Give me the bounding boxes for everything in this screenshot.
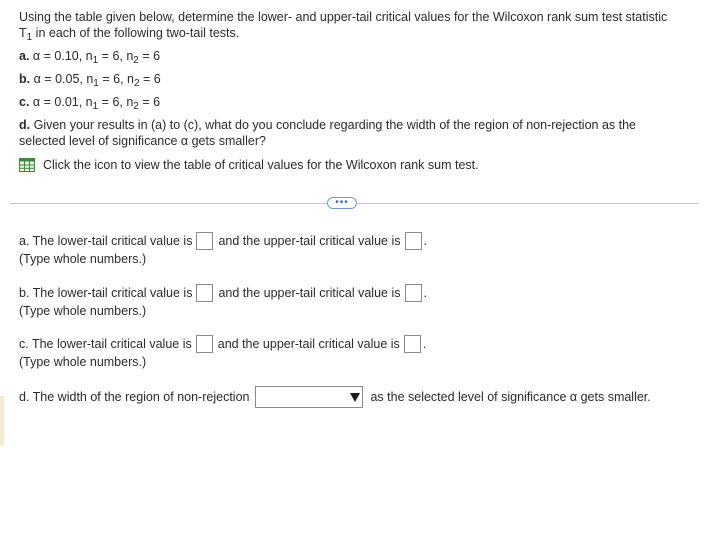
answer-a-upper-input[interactable] (405, 232, 422, 250)
answer-b-hint: (Type whole numbers.) (19, 304, 147, 318)
answer-d (19, 386, 651, 408)
answer-c-upper-input[interactable] (404, 335, 421, 353)
answer-c-lower-input[interactable] (196, 335, 213, 353)
answer-d-dropdown[interactable] (255, 386, 363, 408)
answer-d-label: d. The width of the region of non-rejection (19, 390, 250, 404)
answer-b-lower-input[interactable] (196, 284, 213, 302)
help-link-text[interactable]: Click the icon to view the table of critical values for the Wilcoxon rank sum test. (43, 158, 479, 172)
table-grid-icon[interactable] (19, 158, 35, 172)
answer-a-lower-input[interactable] (196, 232, 213, 250)
answer-a-hint: (Type whole numbers.) (19, 252, 147, 266)
left-accent-bar (0, 396, 4, 446)
question-text (19, 9, 699, 173)
answer-a: a. The lower-tail critical value is and the upper-tail critical value is . (Type whole numbers.) (19, 234, 427, 266)
expand-more-button[interactable]: ••• (327, 197, 357, 209)
answer-a-mid: and the upper-tail critical value is (218, 234, 401, 248)
help-row (19, 157, 699, 173)
part-c-condition: c. α = 0.01, $n_1 = 6$, $n_2 = 6$ (19, 95, 161, 112)
part-d-line-1: d. Given your results in (a) to (c), what do you conclude regarding the width of the region of non-rejection as the (19, 118, 637, 132)
answer-b: b. The lower-tail critical value is and the upper-tail critical value is . (Type whole numbers.) (19, 286, 427, 318)
answer-b-mid: and the upper-tail critical value is (218, 286, 401, 300)
answer-b-label: b. The lower-tail critical value is (19, 286, 193, 300)
answer-c-hint: (Type whole numbers.) (19, 355, 147, 369)
answer-c-label: c. The lower-tail critical value is (19, 337, 192, 351)
answer-b-upper-input[interactable] (405, 284, 422, 302)
part-b-condition: b. α = 0.05, $n_1 = 6$, $n_2 = 6$ (19, 72, 161, 89)
intro-line-2: $T_1$ in each of the following two-tail tests. (19, 26, 240, 43)
answer-c: c. The lower-tail critical value is and the upper-tail critical value is . (Type whole numbers.) (19, 337, 427, 369)
part-d-line-2: selected level of significance α gets smaller? (19, 134, 266, 148)
answer-d-suffix: as the selected level of significance α gets smaller. (370, 390, 651, 404)
intro-line-1: Using the table given below, determine the lower- and upper-tail critical values for the Wilcoxon rank sum test statistic (19, 10, 668, 24)
dropdown-arrow-icon (350, 393, 360, 402)
part-a-condition: a. α = 0.10, $n_1 = 6$, $n_2 = 6$ (19, 49, 161, 66)
answer-a-label: a. The lower-tail critical value is (19, 234, 193, 248)
answer-c-mid: and the upper-tail critical value is (217, 337, 400, 351)
